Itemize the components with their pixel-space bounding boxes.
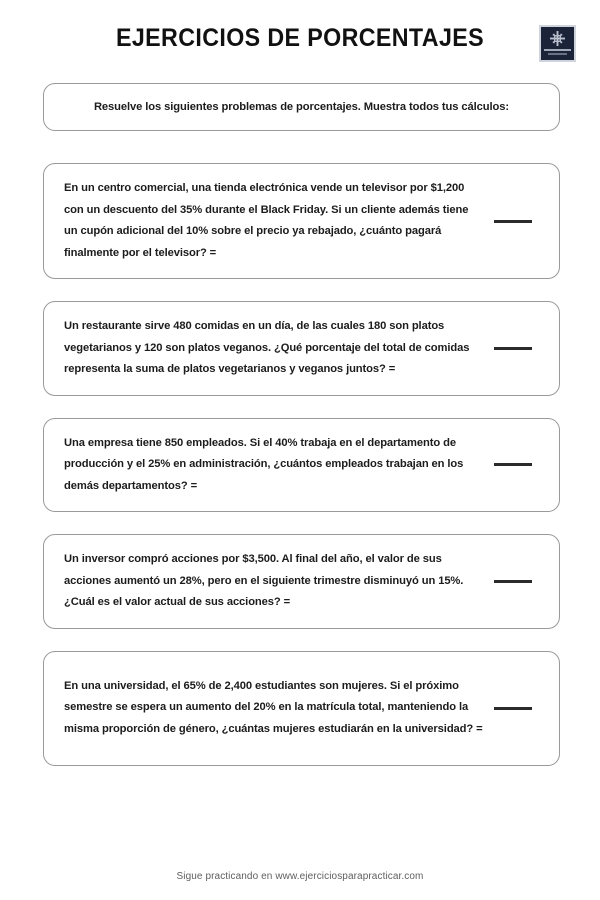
problem-text: En un centro comercial, una tienda electrónica vende un televisor por $1,200 con un descuento del 35% durante el Black Friday. Si un cliente además tiene un cupón adicional del 10% sobre el precio ya rebajado, ¿cuánto pagará finalmente por el televisor? = [64,182,469,259]
answer-line[interactable] [494,220,532,223]
answer-line[interactable] [494,463,532,466]
instruction-banner [43,83,560,131]
answer-line[interactable] [494,347,532,350]
brand-name-text [544,49,571,51]
answer-line[interactable] [494,707,532,710]
problem-text: En una universidad, el 65% de 2,400 estudiantes son mujeres. Si el próximo semestre se espera un aumento del 20% en la matrícula total, manteniendo la misma proporción de género, ¿cuántas mujeres estudiarán en la universidad? = [64,679,483,735]
instruction-text: Resuelve los siguientes problemas de porcentajes. Muestra todos tus cálculos: [93,101,510,113]
problem-item [43,301,560,396]
problem-text: Un inversor compró acciones por $3,500. Al final del año, el valor de sus acciones aumentó un 28%, pero en el siguiente trimestre disminuyó un 15%. ¿Cuál es el valor actual de sus acciones? = [64,553,464,608]
footer-text: Sigue practicando en www.ejerciciosparapracticar.com [176,871,424,882]
worksheet-header [0,0,600,78]
problem-text: Una empresa tiene 850 empleados. Si el 40% trabaja en el departamento de producción y el 25% en administración, ¿cuántos empleados trabajan en los demás departamentos? = [64,436,464,492]
brand-logo [539,25,576,62]
problem-list [43,163,560,788]
problem-item [43,651,560,766]
problem-text: Un restaurante sirve 480 comidas en un día, de las cuales 180 son platos vegetarianos y 120 son platos veganos. ¿Qué porcentaje del total de comidas representa la suma de platos vegetarianos y veganos juntos? = [64,320,470,375]
answer-line[interactable] [494,580,532,583]
problem-item [43,418,560,513]
brand-tagline-text [548,53,567,55]
grid-emblem-icon [550,31,565,46]
problem-item [43,534,560,629]
problem-item [43,163,560,279]
page-title: EJERCICIOS DE PORCENTAJES [115,24,485,52]
